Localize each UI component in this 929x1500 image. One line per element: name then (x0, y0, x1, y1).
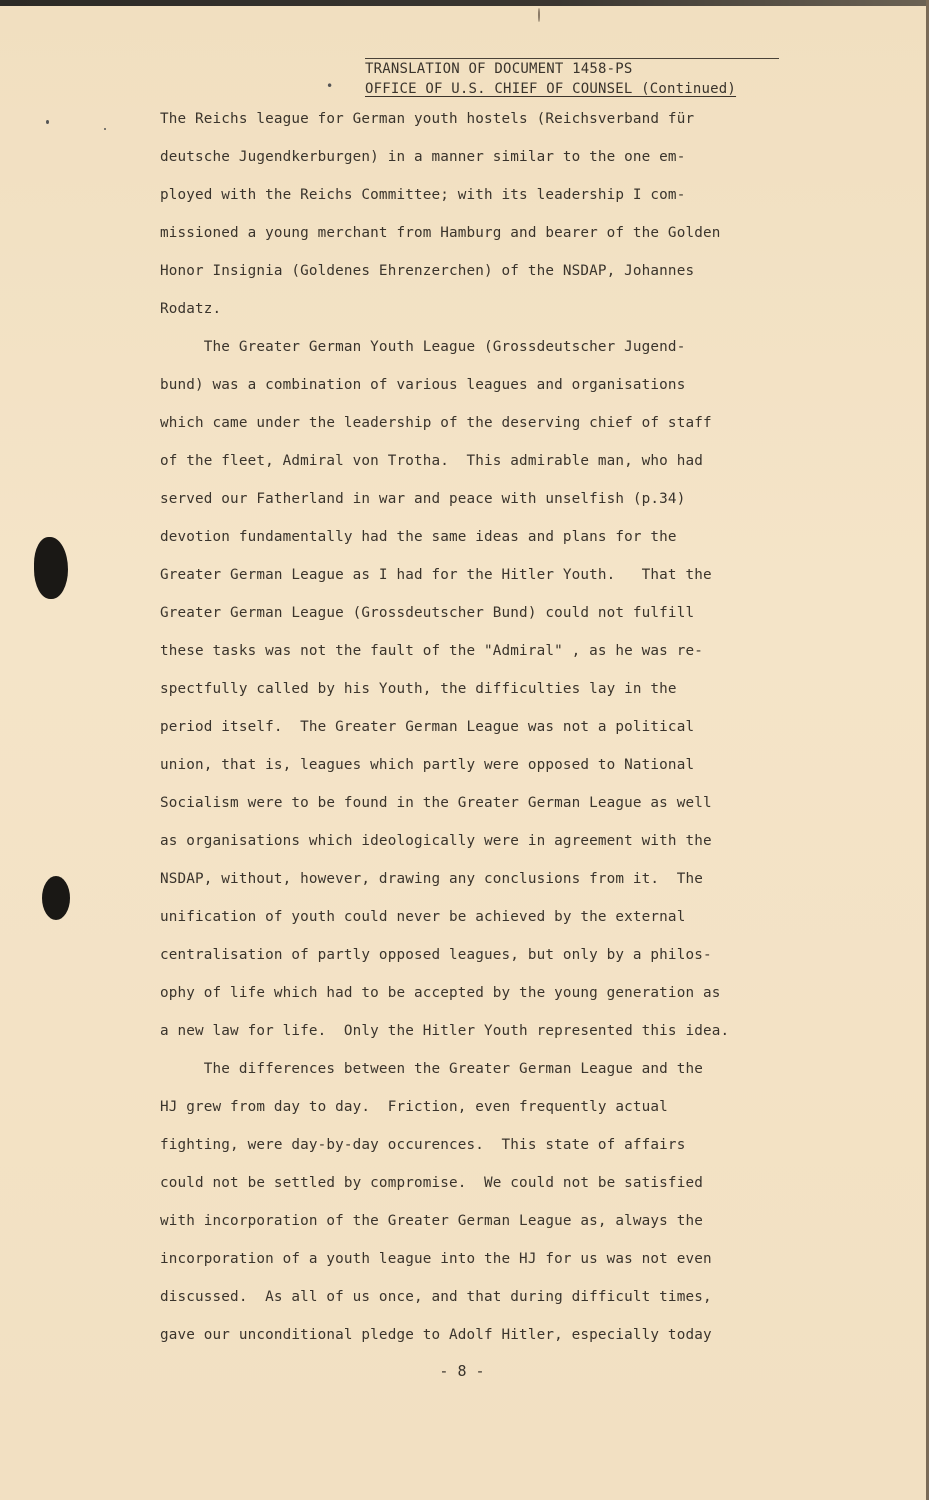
punch-hole-upper (34, 537, 68, 599)
body-line: missioned a young merchant from Hamburg and bearer of the Golden (160, 225, 721, 241)
body-line: NSDAP, without, however, drawing any conclusions from it. The (160, 871, 703, 887)
ink-speck (46, 120, 49, 124)
body-line: union, that is, leagues which partly were opposed to National (160, 757, 695, 773)
body-line: as organisations which ideologically were in agreement with the (160, 833, 712, 849)
body-line: gave our unconditional pledge to Adolf Hitler, especially today (160, 1327, 712, 1343)
document-header (365, 58, 779, 99)
body-line: Greater German League as I had for the Hitler Youth. That the (160, 567, 712, 583)
body-line: deutsche Jugendkerburgen) in a manner similar to the one em- (160, 149, 686, 165)
header-title: TRANSLATION OF DOCUMENT 1458-PS (365, 61, 633, 77)
body-line: of the fleet, Admiral von Trotha. This admirable man, who had (160, 453, 703, 469)
body-line: with incorporation of the Greater German League as, always the (160, 1213, 703, 1229)
body-line: The Reichs league for German youth hostels (Reichsverband für (160, 111, 695, 127)
document-body (160, 100, 785, 1354)
body-line: bund) was a combination of various leagues and organisations (160, 377, 686, 393)
body-line: could not be settled by compromise. We could not be satisfied (160, 1175, 703, 1191)
body-line: centralisation of partly opposed leagues, but only by a philos- (160, 947, 712, 963)
body-line: these tasks was not the fault of the "Admiral" , as he was re- (160, 643, 703, 659)
body-line: devotion fundamentally had the same ideas and plans for the (160, 529, 677, 545)
body-line: Greater German League (Grossdeutscher Bund) could not fulfill (160, 605, 695, 621)
body-line: fighting, were day-by-day occurences. This state of affairs (160, 1137, 686, 1153)
body-line: ophy of life which had to be accepted by the young generation as (160, 985, 721, 1001)
body-line: ployed with the Reichs Committee; with its leadership I com- (160, 187, 686, 203)
header-subtitle: OFFICE OF U.S. CHIEF OF COUNSEL (Continued) (365, 81, 737, 97)
body-line: served our Fatherland in war and peace with unselfish (p.34) (160, 491, 686, 507)
body-line: which came under the leadership of the deserving chief of staff (160, 415, 712, 431)
body-line: Socialism were to be found in the Greater German League as well (160, 795, 712, 811)
header-mark: • (326, 79, 334, 93)
ink-speck (538, 8, 540, 22)
punch-hole-lower (42, 876, 70, 920)
body-line: Honor Insignia (Goldenes Ehrenzerchen) of the NSDAP, Johannes (160, 263, 695, 279)
body-line: The differences between the Greater German League and the (160, 1061, 703, 1077)
ink-speck (104, 128, 106, 130)
body-line: HJ grew from day to day. Friction, even frequently actual (160, 1099, 668, 1115)
body-line: unification of youth could never be achieved by the external (160, 909, 686, 925)
body-line: a new law for life. Only the Hitler Youth represented this idea. (160, 1023, 730, 1039)
body-line: Rodatz. (160, 301, 222, 317)
page-number: - 8 - (439, 1362, 485, 1380)
body-line: incorporation of a youth league into the HJ for us was not even (160, 1251, 712, 1267)
body-line: The Greater German Youth League (Grossdeutscher Jugend- (160, 339, 686, 355)
scan-top-edge (0, 0, 929, 6)
body-line: discussed. As all of us once, and that during difficult times, (160, 1289, 712, 1305)
body-line: spectfully called by his Youth, the difficulties lay in the (160, 681, 677, 697)
body-line: period itself. The Greater German League was not a political (160, 719, 695, 735)
